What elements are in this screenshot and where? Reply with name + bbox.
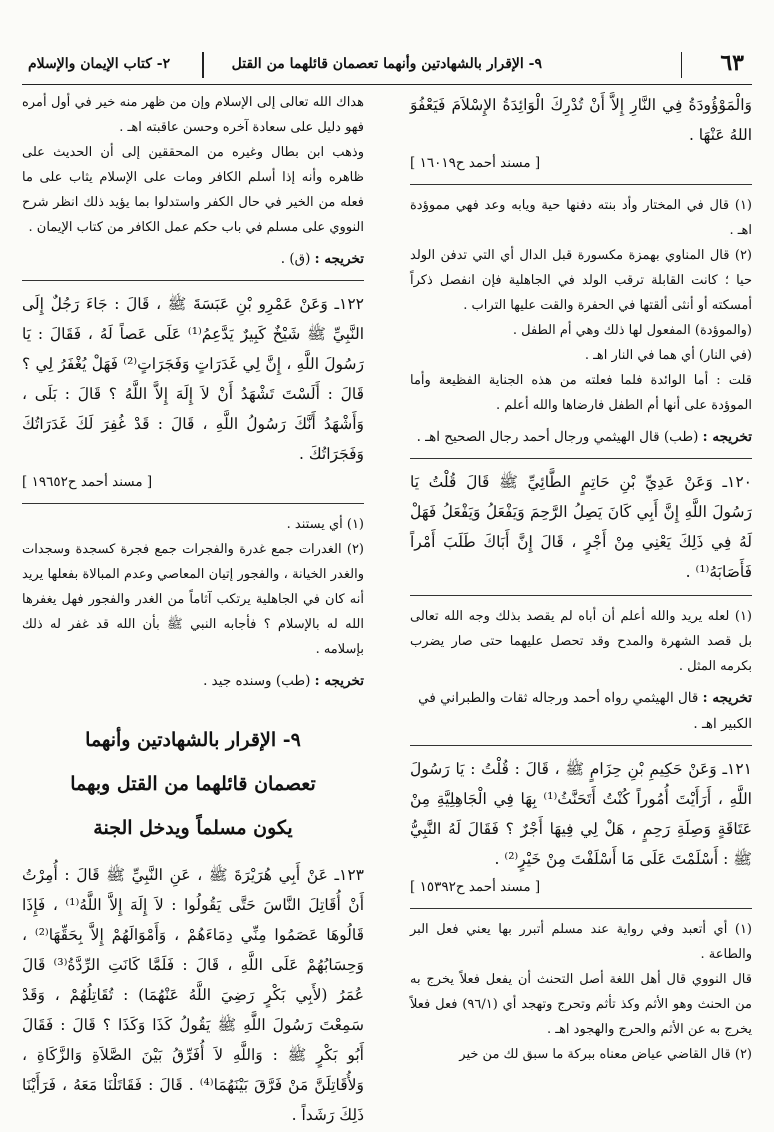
divider — [410, 595, 752, 596]
divider — [410, 745, 752, 746]
takhrij-label: تخريجه : — [314, 673, 364, 689]
hadith-text: ١٢٢ـ وَعَنْ عَمْرِو بْنِ عَبَسَةَ ﷺ ، قَالَ : جَاءَ رَجُلٌ إِلَى النَّبِيِّ ﷺ شَيْخٌ كَبِيرٌ يَدَّعِمُ⁽¹⁾ عَلَى عَصاً لَهُ ، فَقَالَ : يَا رَسُولَ اللَّهِ ، إِنَّ لِي غَدَرَاتٍ وَفَجَرَاتٍ⁽²⁾ فَهَلْ يُغْفَرُ لِي ؟ قَالَ : أَلَسْتَ تَشْهَدُ أَنْ لاَ إِلَهَ إِلاَّ اللَّهُ ؟ قَالَ : بَلَى ، وَأَشْهَدُ أَنَّكَ رَسُولُ اللَّهِ ، قَالَ : قَدْ غُفِرَ لَكَ غَدَرَاتُكَ وَفَجَرَاتُكَ . — [22, 295, 364, 463]
takhrij — [22, 246, 364, 272]
footnote: (في النار) أي هما في النار اهـ . — [584, 348, 752, 363]
page-number: ٦٣ — [720, 50, 744, 76]
takhrij-label: تخريجه : — [702, 690, 752, 706]
footnote: (٢) الغدرات جمع غدرة والفجرات جمع فجرة كسجدة وسجدات والغدر الخيانة ، والفجور إتيان المعاصي وعدم المبالاة بفعلها يريد أنه كان في الجاهلية يرتكب آثاماً من الغدر والفجور فهل يغفرها الله له بالإسلام ؟ فأجابه النبي ﷺ بأن الله قد غفر له ذلك بإسلامه . — [22, 542, 364, 657]
hadith-text: ١٢١ـ وَعَنْ حَكِيمِ بْنِ حِزَامٍ ﷺ ، قَالَ : قُلْتُ : يَا رَسُولَ اللَّهِ ، أَرَأَيْتَ أُمُوراً كُنْتُ أَتَحَنَّثُ⁽¹⁾ بِهَا فِي الْجَاهِلِيَّةِ مِنْ عَتَاقَةٍ وَصِلَةِ رَحِمٍ ، هَلْ لِي فِيهَا أَجْرٌ ؟ فَقَالَ لَهُ النَّبِيُّ ﷺ : أَسْلَمْتَ عَلَى مَا أَسْلَفْتَ مِنْ خَيْرٍ⁽²⁾ . — [410, 760, 752, 868]
hadith-text: ١٢٣ـ عَنْ أَبِي هُرَيْرَةَ ﷺ ، عَنِ النَّبِيِّ ﷺ قَالَ : أُمِرْتُ أَنْ أُقَاتِلَ النَّاسَ حَتَّى يَقُولُوا : لاَ إِلَهَ إِلاَّ اللَّهُ⁽¹⁾ ، فَإِذَا قَالُوهَا عَصَمُوا مِنِّي دِمَاءَهُمْ ، وَأَمْوَالَهُمْ إِلاَّ بِحَقِّهَا⁽²⁾ ، وَحِسَابُهُمْ عَلَى اللَّهِ ، قَالَ : فَلَمَّا كَانَتِ الرِّدَّةُ⁽³⁾ قَالَ عُمَرُ (لأَبِي بَكْرٍ رَضِيَ اللَّهُ عَنْهُمَا) : تُقَاتِلُهُمْ ، وَقَدْ سَمِعْتَ رَسُولَ اللَّهِ ﷺ يَقُولُ كَذَا وَكَذَا ؟ قَالَ : فَقَالَ أَبُو بَكْرٍ ﷺ : وَاللَّهِ لاَ أُفَرِّقُ بَيْنَ الصَّلاَةِ وَالزَّكَاةِ ، وَلأُقَاتِلَنَّ مَنْ فَرَّقَ بَيْنَهُمَا⁽⁴⁾ . قَالَ : فَقَاتَلْنَا مَعَهُ ، فَرَأَيْنَا ذَلِكَ رَشَداً . — [22, 866, 364, 1124]
chapter-heading-line: ٩- الإقرار بالشهادتين وأنهما — [85, 729, 301, 751]
divider — [22, 503, 364, 504]
page-header — [22, 48, 752, 85]
running-chapter-title: ٩- الإقرار بالشهادتين وأنهما تعصمان قائلهما من القتل — [231, 56, 542, 72]
footnote: (٢) قال القاضي عياض معناه ببركة ما سبق لك من خير — [459, 1047, 752, 1062]
divider — [22, 280, 364, 281]
footnote: وذهب ابن بطال وغيره من المحققين إلى أن الحديث على ظاهره وأنه إذا أسلم الكافر ومات على الإسلام يثاب على ما فعله من الخير في حال الكفر واستدلوا بما يؤيد ذلك انظر شرح النووي على مسلم في باب حكم عمل الكافر من كتاب الإيمان . — [22, 145, 364, 235]
running-book-title: ٢- كتاب الإيمان والإسلام — [28, 56, 171, 72]
takhrij — [410, 685, 752, 737]
takhrij-text: قال الهيثمي رواه أحمد ورجاله ثقات والطبراني في الكبير اهـ . — [418, 690, 752, 732]
right-column — [410, 90, 752, 1067]
header-divider — [202, 52, 204, 78]
footnote: (١) لعله يريد والله أعلم أن أباه لم يقصد بذلك وجه الله تعالى بل قصد الشهرة والمدح وقد تحصل عليهما حتى صار يضرب بكرمه المثل . — [410, 609, 752, 674]
chapter-heading-line: يكون مسلماً ويدخل الجنة — [93, 817, 293, 839]
divider — [410, 908, 752, 909]
hadith-source: [ مسند أحمد ح١٦٠١٩ ] — [410, 155, 541, 171]
footnote: (١) أي أتعبد وفي رواية عند مسلم أتبرر بها يعني فعل البر والطاعة . — [410, 922, 752, 962]
takhrij-text: (طب) قال الهيثمي ورجال أحمد رجال الصحيح اهـ . — [416, 429, 699, 445]
takhrij-text: (ق) . — [280, 251, 311, 267]
chapter-heading-line: تعصمان قائلهما من القتل وبهما — [70, 773, 316, 795]
footnote-continued: هداك الله تعالى إلى الإسلام وإن من ظهر منه خير في أول أمره فهو دليل على سعادة آخره وحسن عاقبته اهـ . — [22, 95, 364, 135]
takhrij — [22, 668, 364, 694]
takhrij-label: تخريجه : — [314, 251, 364, 267]
hadith-source: [ مسند أحمد ح١٩٦٥٢ ] — [22, 474, 153, 490]
footnote: قلت : أما الوائدة فلما فعلته من هذه الجناية الفظيعة وأما الموؤدة على أنها أم الطفل فارضاها والله أعلم . — [410, 373, 752, 413]
hadith-source: [ مسند أحمد ح١٥٣٩٢ ] — [410, 879, 541, 895]
chapter-heading — [22, 718, 364, 850]
divider — [410, 184, 752, 185]
footnote: (١) أي يستند . — [286, 517, 364, 532]
footnote: (١) قال في المختار وأد بنته دفنها حية ويابه وعد فهي مموؤدة اهـ . — [410, 198, 752, 238]
takhrij-label: تخريجه : — [702, 429, 752, 445]
takhrij — [410, 424, 752, 450]
takhrij-text: (طب) وسنده جيد . — [203, 673, 311, 689]
hadith-text: ١٢٠ـ وَعَنْ عَدِيِّ بْنِ حَاتِمٍ الطَّائِيِّ ﷺ قَالَ قُلْتُ يَا رَسُولَ اللَّهِ إِنَّ أَبِي كَانَ يَصِلُ الرَّحِمَ وَيَفْعَلُ وَيَفْعَلُ فَهَلْ لَهُ فِي ذَلِكَ يَعْنِي مِنْ أَجْرٍ ، قَالَ إِنَّ أَبَاكَ طَلَبَ أَمْراً فَأَصَابَهُ⁽¹⁾ . — [410, 473, 752, 581]
footnote: (٢) قال المناوي بهمزة مكسورة قبل الدال أي التي تدفن الولد حيا ؛ كانت القابلة ترقب الولد في الجاهلية فإن انفصل ذكراً أمسكته أو أنثى ألقتها في الحفرة والقت عليها التراب . — [410, 248, 752, 313]
footnote: قال النووي قال أهل اللغة أصل التحنث أن يفعل فعلاً يخرج به من الحنث وهو الأثم وكذ تأثم وتحرج وتهجد أي (٩٦/١) فعل فعلاً يخرج به عن الأثم والحرج والهجود اهـ . — [410, 972, 752, 1037]
footnote: (والموؤدة) المفعول لها ذلك وهي أم الطفل . — [512, 323, 752, 338]
hadith-text: وَالْمَوْؤُودَةُ فِي النَّارِ إِلاَّ أَنْ تُدْرِكَ الْوَائِدَةُ الإِسْلاَمَ فَيَعْفُوَ اللهُ عَنْهَا . — [410, 96, 752, 144]
divider — [410, 458, 752, 459]
header-divider — [681, 52, 683, 78]
left-column — [22, 90, 364, 1130]
